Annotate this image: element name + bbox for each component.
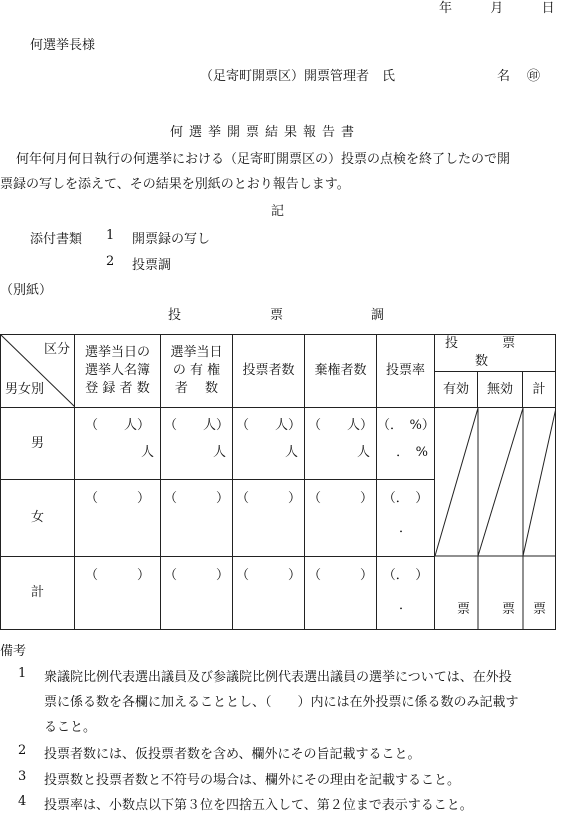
- note-num-4: 4: [18, 794, 27, 809]
- addressee: 何選挙長様: [30, 38, 96, 53]
- total-registered-paren: （ ）: [84, 567, 150, 583]
- male-registered: [75, 408, 161, 480]
- table-title-1: 投: [168, 308, 182, 323]
- note-2-line-1: 投票者数には、仮投票者数を含め、欄外にその旨記載すること。: [44, 747, 421, 762]
- ki-mark: 記: [271, 204, 285, 219]
- female-rate-value: ．: [398, 521, 412, 537]
- notes-heading: 備考: [0, 644, 27, 659]
- female-abstain-paren: （ ）: [307, 491, 373, 507]
- date-month: 月: [490, 1, 504, 16]
- corner-cell: [1, 335, 75, 408]
- female-eligible-paren: （ ）: [163, 491, 229, 507]
- male-voters: [233, 408, 305, 480]
- seal-mark: ㊞: [527, 69, 541, 84]
- total-rate: [377, 556, 435, 629]
- note-num-3: 3: [18, 769, 27, 784]
- attachment-item-1: 開票録の写し: [132, 232, 211, 247]
- header-abstain: 棄権者数: [305, 335, 377, 408]
- row-label-total: 計: [1, 556, 75, 629]
- attachment-item-2: 投票調: [132, 258, 172, 273]
- header-registered-line-2: 選挙人名簿: [84, 363, 150, 378]
- male-voters-unit: 人: [284, 445, 298, 460]
- header-eligible-line-1: 選挙当日: [170, 345, 223, 360]
- total-abstain-paren: （ ）: [307, 567, 373, 583]
- header-registered-line-3: 登 録 者 数: [85, 381, 150, 396]
- note-1-line-1: 衆議院比例代表選出議員及び参議院比例代表選出議員の選挙については、在外投: [44, 670, 512, 685]
- header-rate: 投票率: [377, 335, 435, 408]
- note-3-line-1: 投票数と投票者数と不符号の場合は、欄外にその理由を記載すること。: [44, 773, 461, 788]
- header-eligible-line-2: の 有 権: [172, 363, 221, 378]
- note-4-line-1: 投票率は、小数点以下第３位を四捨五入して、第２位まで表示すること。: [44, 798, 473, 813]
- total-eligible-paren: （ ）: [163, 567, 229, 583]
- total-abstain: [305, 556, 377, 629]
- total-rate-paren: （． ）: [382, 567, 429, 583]
- total-voters-paren: （ ）: [235, 567, 301, 583]
- total-registered: [75, 556, 161, 629]
- female-abstain: [305, 480, 377, 556]
- female-rate-paren: （． ）: [382, 491, 429, 507]
- female-voters: [233, 480, 305, 556]
- header-eligible-line-3: 者 数: [174, 381, 219, 396]
- header-eligible: [161, 335, 233, 408]
- header-voters: 投票者数: [233, 335, 305, 408]
- sender: （足寄町開票区）開票管理者 氏: [200, 69, 396, 84]
- note-1-line-2: 票に係る数を各欄に加えることとし、（ ）内には在外投票に係る数のみ記載す: [44, 695, 519, 710]
- attachment-num-2: 2: [106, 254, 115, 269]
- male-abstain-paren: （ 人）: [307, 418, 373, 433]
- male-registered-unit: 人: [140, 445, 154, 460]
- header-valid: 有効: [435, 372, 478, 408]
- date-day: 日: [541, 1, 555, 16]
- female-voters-paren: （ ）: [235, 491, 301, 507]
- row-label-male: 男: [1, 408, 75, 480]
- male-rate-paren: （． %）: [377, 418, 435, 433]
- attachment-num-1: 1: [106, 228, 115, 243]
- female-registered: [75, 480, 161, 556]
- corner-bottom-label: 男女別: [5, 382, 45, 397]
- note-1-line-3: ること。: [44, 720, 97, 735]
- votes-total-unit: 票: [533, 602, 547, 617]
- table-title-2: 票: [270, 308, 284, 323]
- votes-valid-unit: 票: [457, 602, 471, 617]
- total-voters: [233, 556, 305, 629]
- male-registered-paren: （ 人）: [84, 418, 150, 433]
- body-line-2: 票録の写しを添えて、その結果を別紙のとおり報告します。: [0, 177, 350, 192]
- header-registered: [75, 335, 161, 408]
- total-eligible: [161, 556, 233, 629]
- attachments-label: 添付書類: [30, 232, 83, 247]
- header-votes-3: 数: [475, 354, 489, 369]
- appendix-label: （別紙）: [0, 283, 53, 298]
- table-row: [1, 408, 556, 480]
- voting-table: [0, 334, 556, 630]
- female-registered-paren: （ ）: [84, 491, 150, 507]
- table-title-3: 調: [371, 308, 385, 323]
- female-eligible: [161, 480, 233, 556]
- male-eligible-unit: 人: [212, 445, 226, 460]
- body-line-1: 何年何月何日執行の何選挙における（足寄町開票区の）投票の点検を終了したので開: [16, 152, 511, 167]
- votes-invalid-unit: 票: [502, 602, 516, 617]
- female-rate: [377, 480, 435, 556]
- date-year: 年: [439, 1, 453, 16]
- document-title: 何選挙開票結果報告書: [170, 125, 361, 140]
- date-line: [439, 0, 555, 16]
- header-total: 計: [523, 372, 556, 408]
- header-votes-1: 投: [445, 336, 459, 351]
- note-num-1: 1: [18, 666, 27, 681]
- header-registered-line-1: 選挙当日の: [84, 345, 150, 360]
- header-votes-2: 票: [502, 336, 516, 351]
- note-num-2: 2: [18, 743, 27, 758]
- total-rate-value: ．: [398, 597, 412, 613]
- male-rate: [377, 408, 435, 480]
- sender-name-label: 名: [497, 69, 511, 84]
- male-voters-paren: （ 人）: [235, 418, 301, 433]
- male-abstain-unit: 人: [356, 445, 370, 460]
- male-abstain: [305, 408, 377, 480]
- male-eligible: [161, 408, 233, 480]
- row-label-female: 女: [1, 480, 75, 556]
- corner-top-label: 区分: [43, 342, 70, 357]
- header-votes: [435, 335, 556, 372]
- male-eligible-paren: （ 人）: [163, 418, 229, 433]
- votes-slash-area: [435, 408, 556, 630]
- header-invalid: 無効: [478, 372, 523, 408]
- male-rate-value: ． %: [396, 445, 428, 460]
